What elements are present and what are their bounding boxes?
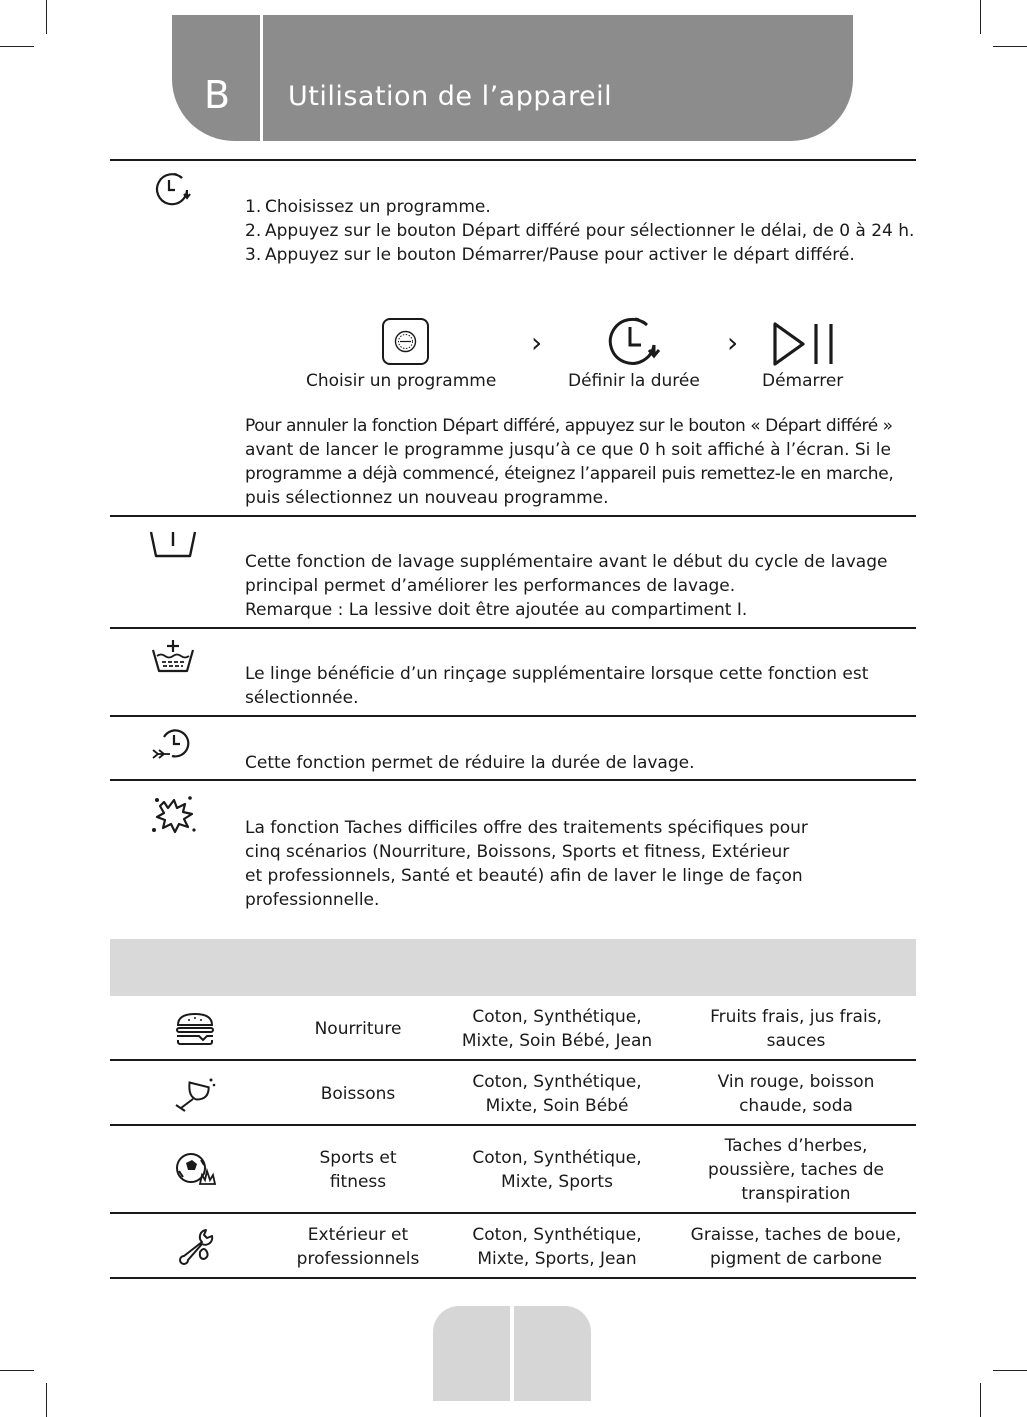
flow-caption-define: Définir la durée bbox=[568, 371, 700, 391]
table-row-rule bbox=[110, 1124, 916, 1126]
tools-icon bbox=[176, 1226, 216, 1266]
crop-mark bbox=[993, 46, 1027, 47]
page-title: Utilisation de l’appareil bbox=[288, 81, 613, 112]
section-letter: B bbox=[204, 73, 231, 117]
table-cell-scenario: Sports et fitness bbox=[319, 1148, 397, 1192]
section-rule bbox=[110, 159, 916, 161]
play-pause-icon bbox=[771, 321, 837, 367]
table-cell-scenario: Extérieur et professionnels bbox=[296, 1225, 420, 1269]
table-cell-scenario: Boissons bbox=[320, 1084, 396, 1104]
table-cell-fabrics: Coton, Synthétique, Mixte, Sports bbox=[472, 1148, 642, 1192]
crop-mark bbox=[0, 46, 34, 47]
crop-mark bbox=[980, 1383, 981, 1417]
flow-caption-start: Démarrer bbox=[762, 371, 844, 391]
prewash-text: Cette fonction de lavage supplémentaire avant le début du cycle de lavage principal permet d’améliorer les performances de lavage. Remarque : La lessive doit être ajoutée au compartiment I. bbox=[245, 552, 888, 620]
crop-mark bbox=[980, 0, 981, 34]
speed-clock-icon bbox=[150, 727, 194, 763]
crop-mark bbox=[0, 1370, 34, 1371]
section-header bbox=[172, 15, 853, 141]
table-row-rule bbox=[110, 1212, 916, 1214]
rinse-text: Le linge bénéficie d’un rinçage supplémentaire lorsque cette fonction est sélectionnée. bbox=[245, 664, 869, 708]
section-rule bbox=[110, 627, 916, 629]
flow-caption-choose: Choisir un programme bbox=[306, 371, 497, 391]
table-cell-stains: Taches d’herbes, poussière, taches de transpiration bbox=[708, 1136, 884, 1204]
table-cell-stains: Graisse, taches de boue, pigment de carbone bbox=[690, 1225, 902, 1269]
burger-icon bbox=[173, 1011, 217, 1047]
page-number-tab bbox=[433, 1306, 510, 1401]
page-number-tab bbox=[514, 1306, 591, 1401]
table-cell-fabrics: Coton, Synthétique, Mixte, Soin Bébé bbox=[472, 1072, 642, 1116]
table-header-bar bbox=[110, 939, 916, 996]
section-rule bbox=[110, 515, 916, 517]
table-row-rule bbox=[110, 1277, 916, 1279]
step-item: 1. Choisissez un programme. bbox=[245, 197, 491, 217]
table-row-rule bbox=[110, 1059, 916, 1061]
crop-mark bbox=[46, 0, 47, 34]
crop-mark bbox=[993, 1370, 1027, 1371]
step-item: 3. Appuyez sur le bouton Démarrer/Pause pour activer le départ différé. bbox=[245, 245, 855, 265]
crop-mark bbox=[46, 1383, 47, 1417]
table-cell-scenario: Nourriture bbox=[314, 1019, 402, 1039]
wine-glass-icon bbox=[173, 1075, 217, 1113]
section-rule bbox=[110, 779, 916, 781]
delay-start-icon bbox=[152, 170, 194, 208]
table-cell-stains: Fruits frais, jus frais, sauces bbox=[710, 1007, 882, 1051]
table-cell-fabrics: Coton, Synthétique, Mixte, Sports, Jean bbox=[472, 1225, 642, 1269]
table-cell-stains: Vin rouge, boisson chaude, soda bbox=[717, 1072, 875, 1116]
chevron-right-icon: › bbox=[727, 326, 739, 359]
delay-steps bbox=[245, 195, 925, 267]
stains-text: La fonction Taches difficiles offre des traitements spécifiques pour cinq scénarios (Nourriture, Boissons, Sports et fitness, Extérieur et professionnels, Santé et beauté) afin de laver le linge de façon professionnelle. bbox=[245, 818, 808, 910]
speed-text: Cette fonction permet de réduire la durée de lavage. bbox=[245, 753, 695, 773]
soccer-ball-icon bbox=[174, 1151, 218, 1187]
delay-cancel-text: Pour annuler la fonction Départ différé, appuyez sur le bouton « Départ différé » avant de lancer le programme jusqu’à ce que 0 h soit affiché à l’écran. Si le programme a déjà commencé, éteignez l’appareil puis remettez-le en marche, puis sélectionnez un nouveau programme. bbox=[245, 416, 894, 508]
step-item: 2. Appuyez sur le bouton Départ différé pour sélectionner le délai, de 0 à 24 h. bbox=[245, 221, 915, 241]
extra-rinse-icon bbox=[150, 638, 196, 674]
table-cell-fabrics: Coton, Synthétique, Mixte, Soin Bébé, Jean bbox=[461, 1007, 653, 1051]
delay-clock-icon bbox=[607, 315, 667, 371]
prewash-tub-icon bbox=[148, 528, 198, 560]
chevron-right-icon: › bbox=[531, 326, 543, 359]
stain-splash-icon bbox=[150, 792, 198, 836]
section-rule bbox=[110, 715, 916, 717]
header-divider bbox=[260, 15, 263, 141]
program-knob-icon bbox=[382, 318, 429, 365]
